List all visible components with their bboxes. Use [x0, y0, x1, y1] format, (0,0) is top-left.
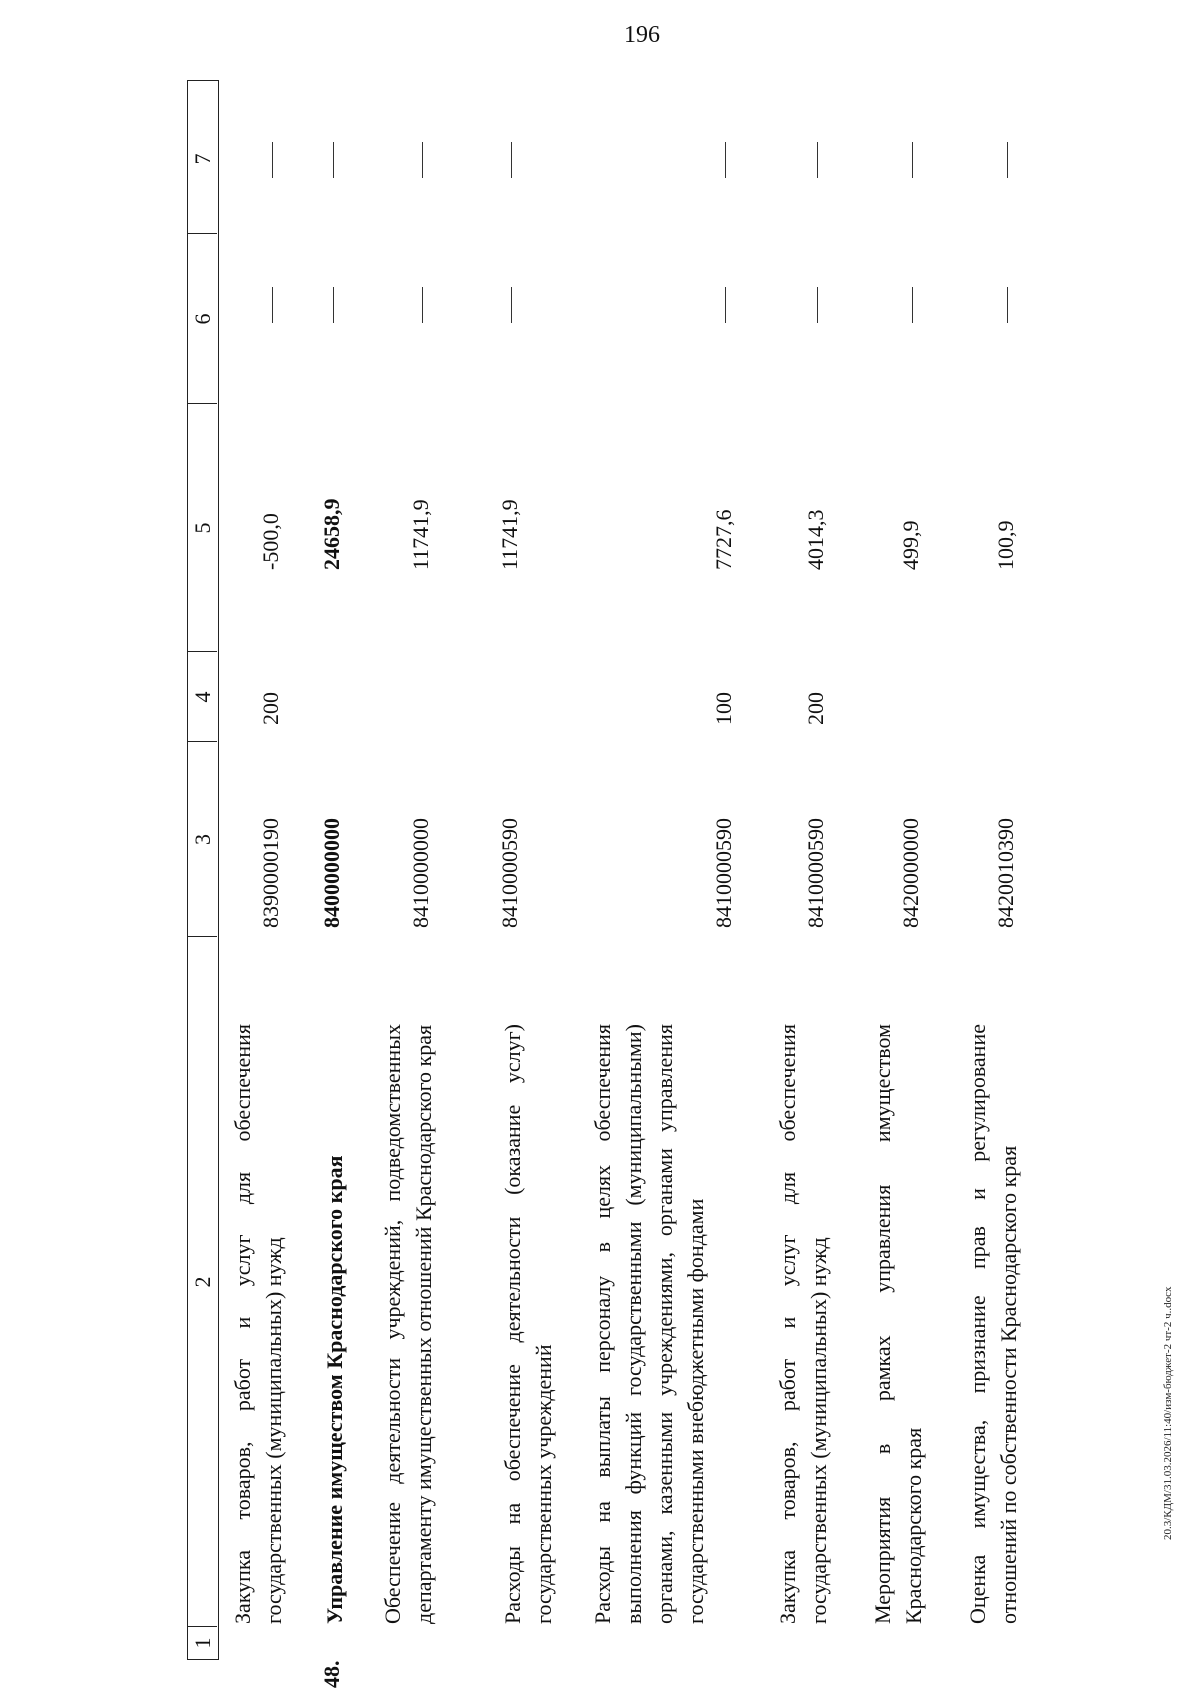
row-col7: [497, 95, 523, 225]
row-name: Управление имуществом Краснодарского края: [322, 1155, 347, 1624]
column-header-5: 5: [190, 522, 215, 534]
row-name: Расходы на выплаты персоналу в целях обеспечения выполнения функций государственными (муниципальными) органами, казенными учреждениями, органами управления государственными внебюджетными фондами: [590, 1024, 708, 1624]
row-code: 8420000000: [898, 818, 923, 928]
row-amount: 7727,6: [711, 509, 736, 570]
row-name: Расходы на обеспечение деятельности (оказание услуг) государственных учреждений: [500, 1024, 556, 1624]
dash-mark: [725, 287, 726, 323]
row-col6: [258, 240, 284, 370]
dash-mark: [725, 142, 726, 178]
row-code: 8410000590: [711, 818, 736, 928]
dash-mark: [272, 142, 273, 178]
row-col7: [408, 95, 434, 225]
document-footer-code: 20.3/КДМ/31.03.2026/11:40/изм-бюджет-2 чт-2 ч..docx: [1162, 1286, 1174, 1540]
row-col6: [319, 240, 345, 370]
dash-mark: [272, 287, 273, 323]
table-header-row: [187, 80, 219, 1660]
row-col7: [711, 95, 737, 225]
row-amount: -500,0: [258, 513, 283, 570]
row-col6: [497, 240, 523, 370]
row-col7: [319, 95, 345, 225]
row-amount: 11741,9: [497, 499, 522, 570]
page-number: 196: [624, 22, 660, 48]
row-kind: 200: [258, 692, 283, 725]
column-header-7: 7: [190, 153, 215, 165]
row-col7: [898, 95, 924, 225]
row-code: 8400000000: [319, 818, 344, 928]
row-amount: 4014,3: [803, 509, 828, 570]
column-header-2: 2: [190, 1276, 215, 1288]
row-name: Обеспечение деятельности учреждений, подведомственных департаменту имущественных отношений Краснодарского края: [380, 1024, 436, 1624]
dash-mark: [333, 287, 334, 323]
dash-mark: [422, 142, 423, 178]
row-name: Закупка товаров, работ и услуг для обеспечения государственных (муниципальных) нужд: [230, 1024, 286, 1624]
row-col6: [803, 240, 829, 370]
dash-mark: [511, 287, 512, 323]
dash-mark: [1007, 287, 1008, 323]
row-name: Закупка товаров, работ и услуг для обеспечения государственных (муниципальных) нужд: [775, 1024, 831, 1624]
row-col6: [408, 240, 434, 370]
dash-mark: [912, 142, 913, 178]
dash-mark: [817, 287, 818, 323]
dash-mark: [1007, 142, 1008, 178]
row-col6: [993, 240, 1019, 370]
row-amount: 11741,9: [408, 499, 433, 570]
row-col7: [258, 95, 284, 225]
column-header-4: 4: [190, 691, 215, 703]
row-code: 8420010390: [993, 818, 1018, 928]
column-header-6: 6: [190, 313, 215, 325]
row-code: 8410000000: [408, 818, 433, 928]
dash-mark: [422, 287, 423, 323]
row-number: 48.: [319, 1660, 344, 1688]
row-amount: 499,9: [898, 520, 923, 570]
dash-mark: [817, 142, 818, 178]
row-name: Мероприятия в рамках управления имуществом Краснодарского края: [870, 1024, 926, 1624]
dash-mark: [333, 142, 334, 178]
row-name: Оценка имущества, признание прав и регулирование отношений по собственности Краснодарского края: [965, 1024, 1021, 1624]
row-amount: 24658,9: [319, 498, 344, 570]
row-col7: [993, 95, 1019, 225]
row-col6: [898, 240, 924, 370]
dash-mark: [912, 287, 913, 323]
row-code: 8410000590: [803, 818, 828, 928]
rotated-budget-table: [187, 80, 1087, 1688]
row-code: 8410000590: [497, 818, 522, 928]
row-code: 8390000190: [258, 818, 283, 928]
column-header-3: 3: [190, 834, 215, 845]
row-col6: [711, 240, 737, 370]
row-col7: [803, 95, 829, 225]
row-amount: 100,9: [993, 520, 1018, 570]
dash-mark: [511, 142, 512, 178]
row-kind: 200: [803, 692, 828, 725]
column-header-1: 1: [190, 1637, 215, 1649]
row-kind: 100: [711, 692, 736, 725]
